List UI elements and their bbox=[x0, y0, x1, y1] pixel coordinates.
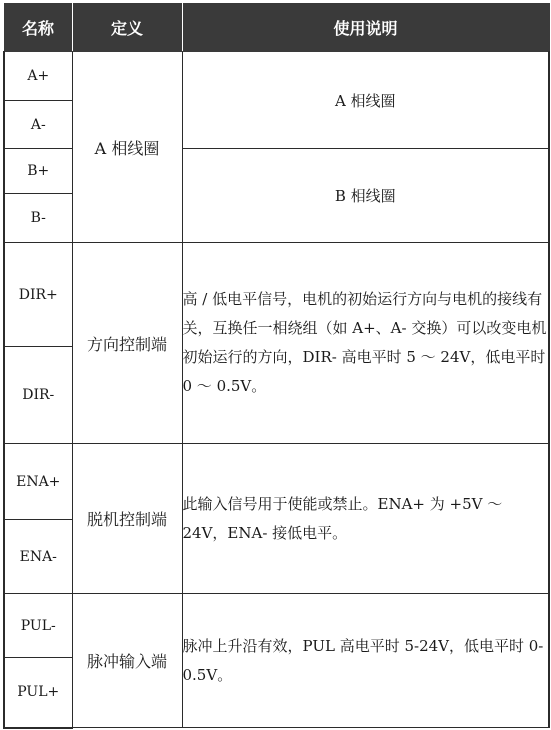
pin-b-minus: B- bbox=[4, 194, 72, 243]
pin-dir-minus: DIR- bbox=[4, 347, 72, 444]
definition-phase-coil: A 相线圈 bbox=[72, 52, 182, 243]
definition-direction-control: 方向控制端 bbox=[72, 243, 182, 444]
table-row bbox=[4, 52, 549, 101]
definition-pulse-input: 脉冲输入端 bbox=[72, 594, 182, 728]
header-definition: 定义 bbox=[72, 4, 182, 52]
usage-phase-a: A 相线圈 bbox=[182, 52, 549, 149]
usage-direction: 高 / 低电平信号，电机的初始运行方向与电机的接线有关，互换任一相绕组（如 A+、A- 交换）可以改变电机初始运行的方向，DIR- 高电平时 5 ～ 24V，低电平时 0 ～ 0.5V。 bbox=[182, 243, 549, 444]
pin-b-plus: B+ bbox=[4, 149, 72, 194]
table-row bbox=[4, 594, 549, 658]
pin-definition-table bbox=[3, 3, 550, 729]
usage-pulse: 脉冲上升沿有效，PUL 高电平时 5-24V，低电平时 0-0.5V。 bbox=[182, 594, 549, 728]
pin-pul-plus: PUL+ bbox=[4, 658, 72, 728]
pin-pul-minus: PUL- bbox=[4, 594, 72, 658]
pin-ena-plus: ENA+ bbox=[4, 444, 72, 520]
pin-a-minus: A- bbox=[4, 101, 72, 149]
usage-enable: 此输入信号用于使能或禁止。ENA+ 为 +5V ～ 24V，ENA- 接低电平。 bbox=[182, 444, 549, 594]
table-row bbox=[4, 444, 549, 520]
definition-offline-control: 脱机控制端 bbox=[72, 444, 182, 594]
usage-phase-b: B 相线圈 bbox=[182, 149, 549, 243]
header-name: 名称 bbox=[4, 4, 72, 52]
pin-ena-minus: ENA- bbox=[4, 520, 72, 594]
table-row bbox=[4, 243, 549, 347]
table-header-row bbox=[4, 4, 549, 52]
header-usage: 使用说明 bbox=[182, 4, 549, 52]
pin-a-plus: A+ bbox=[4, 52, 72, 101]
pin-dir-plus: DIR+ bbox=[4, 243, 72, 347]
